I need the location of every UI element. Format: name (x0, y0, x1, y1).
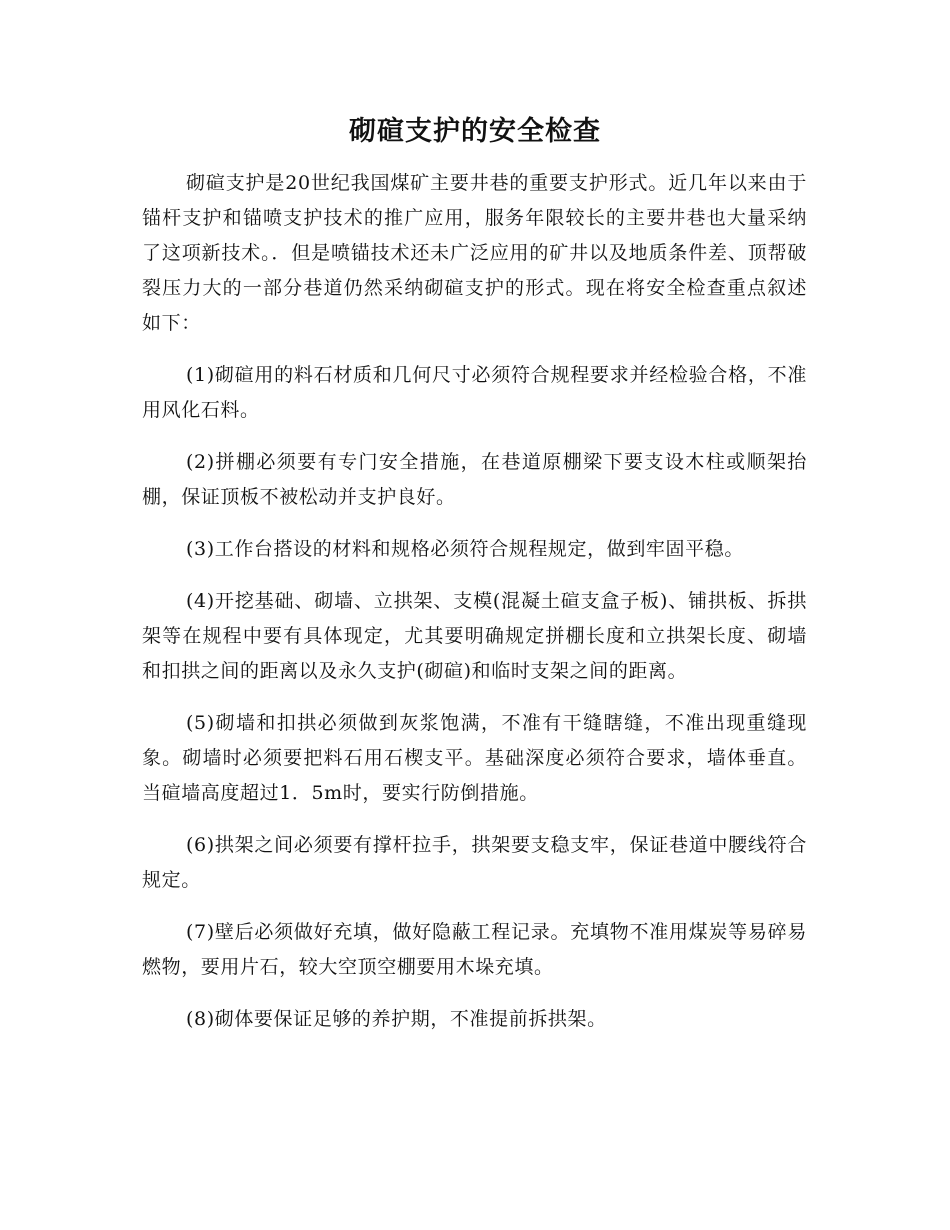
paragraph-item-5: (5)砌墙和扣拱必须做到灰浆饱满，不准有干缝瞎缝，不准出现重缝现象。砌墙时必须要把料石用石楔支平。基础深度必须符合要求，墙体垂直。当碹墙高度超过1．5m时，要实行防倒措施。 (142, 712, 807, 804)
paragraph-item-2: (2)拼棚必须要有专门安全措施，在巷道原棚梁下要支设木柱或顺架抬棚，保证顶板不被松动并支护良好。 (142, 451, 807, 508)
document-title: 砌碹支护的安全检查 (349, 116, 601, 147)
paragraph-intro: 砌碹支护是20世纪我国煤矿主要井巷的重要支护形式。近几年以来由于锚杆支护和锚喷支护技术的推广应用，服务年限较长的主要井巷也大量采纳了这项新技术。．但是喷锚技术还未广泛应用的矿井以及地质条件差、顶帮破裂压力大的一部分巷道仍然采纳砌碹支护的形式。现在将安全检查重点叙述如下： (142, 172, 807, 334)
paragraph-item-3: (3)工作台搭设的材料和规格必须符合规程规定，做到牢固平稳。 (186, 538, 744, 560)
paragraph-item-4: (4)开挖基础、砌墙、立拱架、支模(混凝土碹支盒子板)、铺拱板、拆拱架等在规程中要有具体现定，尤其要明确规定拼棚长度和立拱架长度、砌墙和扣拱之间的距离以及永久支护(砌碹)和临时支架之间的距离。 (142, 590, 807, 682)
paragraph-item-7: (7)壁后必须做好充填，做好隐蔽工程记录。充填物不准用煤炭等易碎易燃物，要用片石，较大空顶空棚要用木垛充填。 (142, 921, 807, 978)
paragraph-item-8: (8)砌体要保证足够的养护期，不准提前拆拱架。 (186, 1008, 607, 1030)
paragraph-item-6: (6)拱架之间必须要有撑杆拉手，拱架要支稳支牢，保证巷道中腰线符合规定。 (142, 834, 807, 891)
paragraph-item-1: (1)砌碹用的料石材质和几何尺寸必须符合规程要求并经检验合格，不准用风化石料。 (142, 364, 807, 421)
document-body (142, 166, 807, 1054)
